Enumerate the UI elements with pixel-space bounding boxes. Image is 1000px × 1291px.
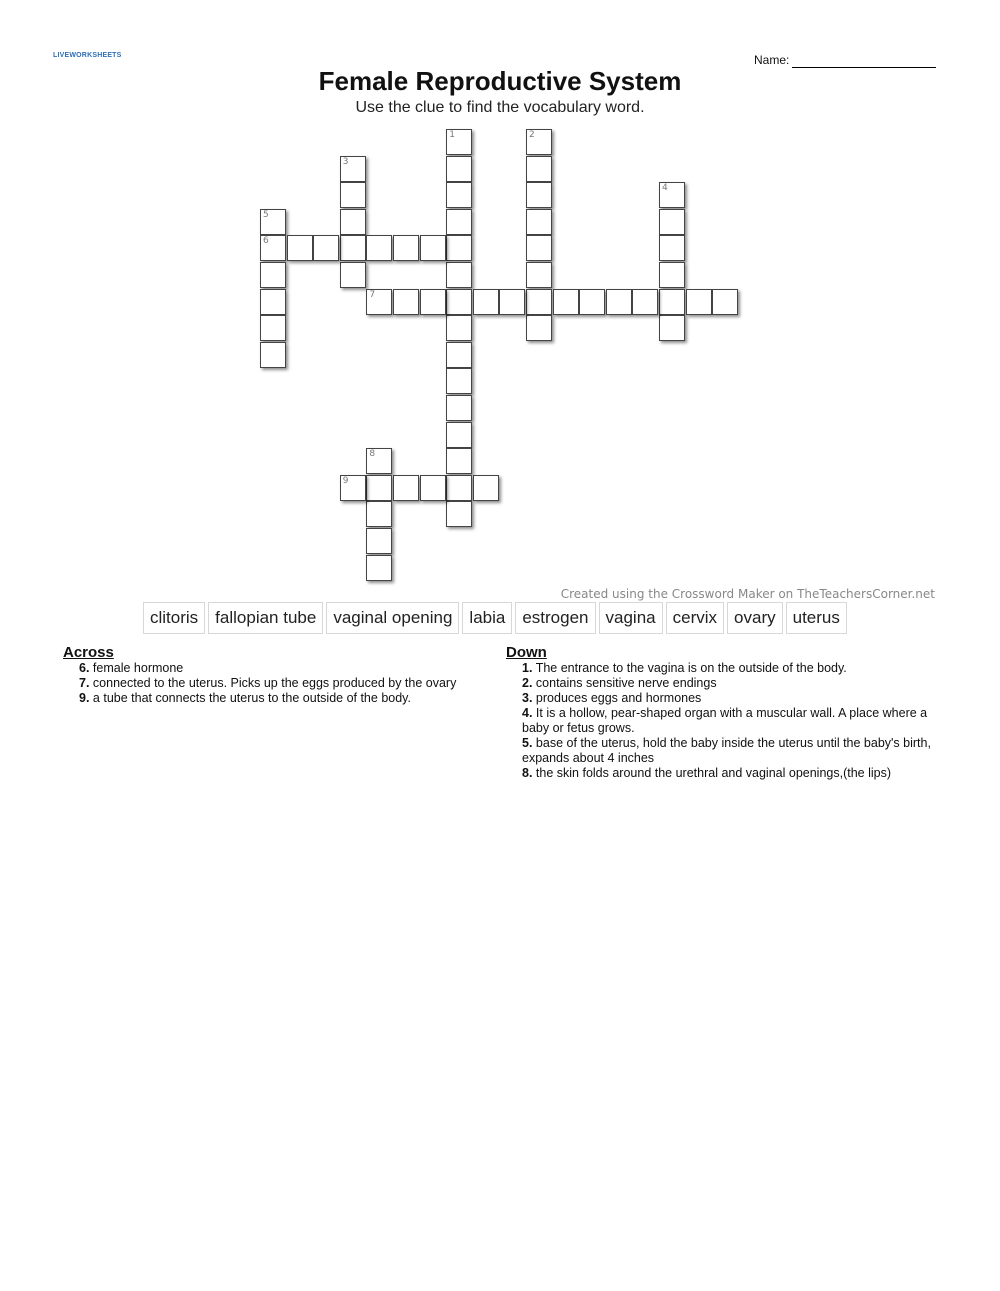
word-bank-item: vagina <box>599 602 663 634</box>
clue-text: base of the uterus, hold the baby inside the uterus until the baby's birth, expands about 4 inches <box>522 736 931 765</box>
down-heading: Down <box>506 644 547 661</box>
clue-text: produces eggs and hormones <box>535 691 702 705</box>
crossword-cell[interactable] <box>579 289 605 315</box>
crossword-cell[interactable] <box>473 475 499 501</box>
word-bank <box>143 602 847 634</box>
down-clues <box>506 645 936 781</box>
clue-number-label: 8 <box>369 449 376 460</box>
clue-number: 2. <box>522 676 533 690</box>
page-subtitle: Use the clue to find the vocabulary word. <box>355 99 645 116</box>
crossword-cell[interactable] <box>260 235 286 261</box>
crossword-cell[interactable] <box>366 555 392 581</box>
crossword-cell[interactable] <box>446 182 472 208</box>
crossword-cell[interactable] <box>366 528 392 554</box>
clue-number: 7. <box>79 676 90 690</box>
clue-number: 1. <box>522 661 533 675</box>
clue-item <box>506 691 936 706</box>
clue-item <box>506 661 936 676</box>
clue-item <box>506 766 936 781</box>
crossword-cell[interactable] <box>446 422 472 448</box>
clue-text: It is a hollow, pear-shaped organ with a muscular wall. A place where a baby or fetus grows. <box>522 706 928 735</box>
crossword-cell[interactable] <box>366 475 392 501</box>
crossword-cell[interactable] <box>260 289 286 315</box>
clue-item <box>63 691 483 706</box>
crossword-cell[interactable] <box>366 235 392 261</box>
clue-number-label: 3 <box>342 156 349 167</box>
clue-text: a tube that connects the uterus to the outside of the body. <box>92 691 411 705</box>
crossword-cell[interactable] <box>446 209 472 235</box>
clue-item <box>506 676 936 691</box>
crossword-cell[interactable] <box>526 156 552 182</box>
word-bank-item: vaginal opening <box>326 602 459 634</box>
page-title: Female Reproductive System <box>318 66 682 96</box>
clue-text: contains sensitive nerve endings <box>535 676 717 690</box>
crossword-cell[interactable] <box>313 235 339 261</box>
clue-number: 5. <box>522 736 533 750</box>
crossword-cell[interactable] <box>420 289 446 315</box>
crossword-cell[interactable] <box>659 235 685 261</box>
clue-number: 9. <box>79 691 90 705</box>
crossword-cell[interactable] <box>446 289 472 315</box>
crossword-cell[interactable] <box>553 289 579 315</box>
clue-number-label: 9 <box>342 475 349 486</box>
crossword-cell[interactable] <box>446 501 472 527</box>
crossword-cell[interactable] <box>340 475 366 501</box>
liveworksheets-logo: LIVEWORKSHEETS <box>53 52 122 59</box>
clue-number: 8. <box>522 766 533 780</box>
crossword-cell[interactable] <box>526 315 552 341</box>
word-bank-item: labia <box>462 602 512 634</box>
clue-item <box>63 661 483 676</box>
word-bank-item: estrogen <box>515 602 595 634</box>
name-label: Name: <box>754 53 790 67</box>
crossword-cell[interactable] <box>340 235 366 261</box>
crossword-cell[interactable] <box>366 501 392 527</box>
clue-text: connected to the uterus. Picks up the eggs produced by the ovary <box>92 676 457 690</box>
crossword-cell[interactable] <box>446 129 472 155</box>
crossword-cell[interactable] <box>287 235 313 261</box>
clue-number-label: 5 <box>263 209 269 220</box>
clue-number-label: 6 <box>263 236 269 247</box>
crossword-cell[interactable] <box>260 315 286 341</box>
crossword-cell[interactable] <box>606 289 632 315</box>
clue-number: 4. <box>522 706 533 720</box>
crossword-cell[interactable] <box>340 156 366 182</box>
word-bank-item: cervix <box>666 602 724 634</box>
crossword-cell[interactable] <box>366 289 392 315</box>
crossword-cell[interactable] <box>393 475 419 501</box>
crossword-cell[interactable] <box>659 315 685 341</box>
crossword-cell[interactable] <box>526 262 552 288</box>
clue-text: the skin folds around the urethral and vaginal openings,(the lips) <box>535 766 892 780</box>
clue-number: 3. <box>522 691 533 705</box>
crossword-cell[interactable] <box>446 475 472 501</box>
crossword-cell[interactable] <box>712 289 738 315</box>
crossword-cell[interactable] <box>499 289 525 315</box>
crossword-cell[interactable] <box>446 262 472 288</box>
clue-item <box>506 706 936 736</box>
crossword-cell[interactable] <box>446 315 472 341</box>
across-heading: Across <box>63 644 114 661</box>
crossword-cell[interactable] <box>260 209 286 235</box>
clue-number-label: 4 <box>662 183 668 194</box>
crossword-cell[interactable] <box>420 475 446 501</box>
word-bank-item: ovary <box>727 602 783 634</box>
crossword-cell[interactable] <box>659 262 685 288</box>
clue-number-label: 7 <box>369 289 376 300</box>
clue-text: The entrance to the vagina is on the outside of the body. <box>535 661 847 675</box>
clue-item <box>63 676 483 691</box>
crossword-cell[interactable] <box>446 368 472 394</box>
crossword-cell[interactable] <box>446 395 472 421</box>
crossword-cell[interactable] <box>659 209 685 235</box>
crossword-cell[interactable] <box>473 289 499 315</box>
clue-text: female hormone <box>92 661 184 675</box>
clue-number-label: 1 <box>449 130 455 140</box>
crossword-cell[interactable] <box>446 448 472 474</box>
crossword-cell[interactable] <box>446 235 472 261</box>
credit-text: Created using the Crossword Maker on TheTeachersCorner.net <box>560 587 935 601</box>
word-bank-item: clitoris <box>143 602 205 634</box>
crossword-cell[interactable] <box>260 262 286 288</box>
crossword-cell[interactable] <box>420 235 446 261</box>
crossword-cell[interactable] <box>659 289 685 315</box>
crossword-cell[interactable] <box>340 182 366 208</box>
across-clues <box>63 645 483 706</box>
crossword-cell[interactable] <box>526 182 552 208</box>
clue-number-label: 2 <box>529 130 535 140</box>
crossword-cell[interactable] <box>526 235 552 261</box>
crossword-cell[interactable] <box>393 235 419 261</box>
crossword-cell[interactable] <box>340 209 366 235</box>
crossword-cell[interactable] <box>659 182 685 208</box>
crossword-cell[interactable] <box>366 448 392 474</box>
crossword-cell[interactable] <box>393 289 419 315</box>
clue-item <box>506 736 936 766</box>
crossword-cell[interactable] <box>686 289 712 315</box>
crossword-cell[interactable] <box>632 289 658 315</box>
clue-number: 6. <box>79 661 90 675</box>
crossword-cell[interactable] <box>526 289 552 315</box>
crossword-cell[interactable] <box>446 156 472 182</box>
crossword-cell[interactable] <box>526 129 552 155</box>
word-bank-item: uterus <box>786 602 847 634</box>
crossword-grid <box>0 0 1000 600</box>
word-bank-item: fallopian tube <box>208 602 323 634</box>
crossword-cell[interactable] <box>260 342 286 368</box>
crossword-cell[interactable] <box>526 209 552 235</box>
crossword-cell[interactable] <box>446 342 472 368</box>
crossword-cell[interactable] <box>340 262 366 288</box>
